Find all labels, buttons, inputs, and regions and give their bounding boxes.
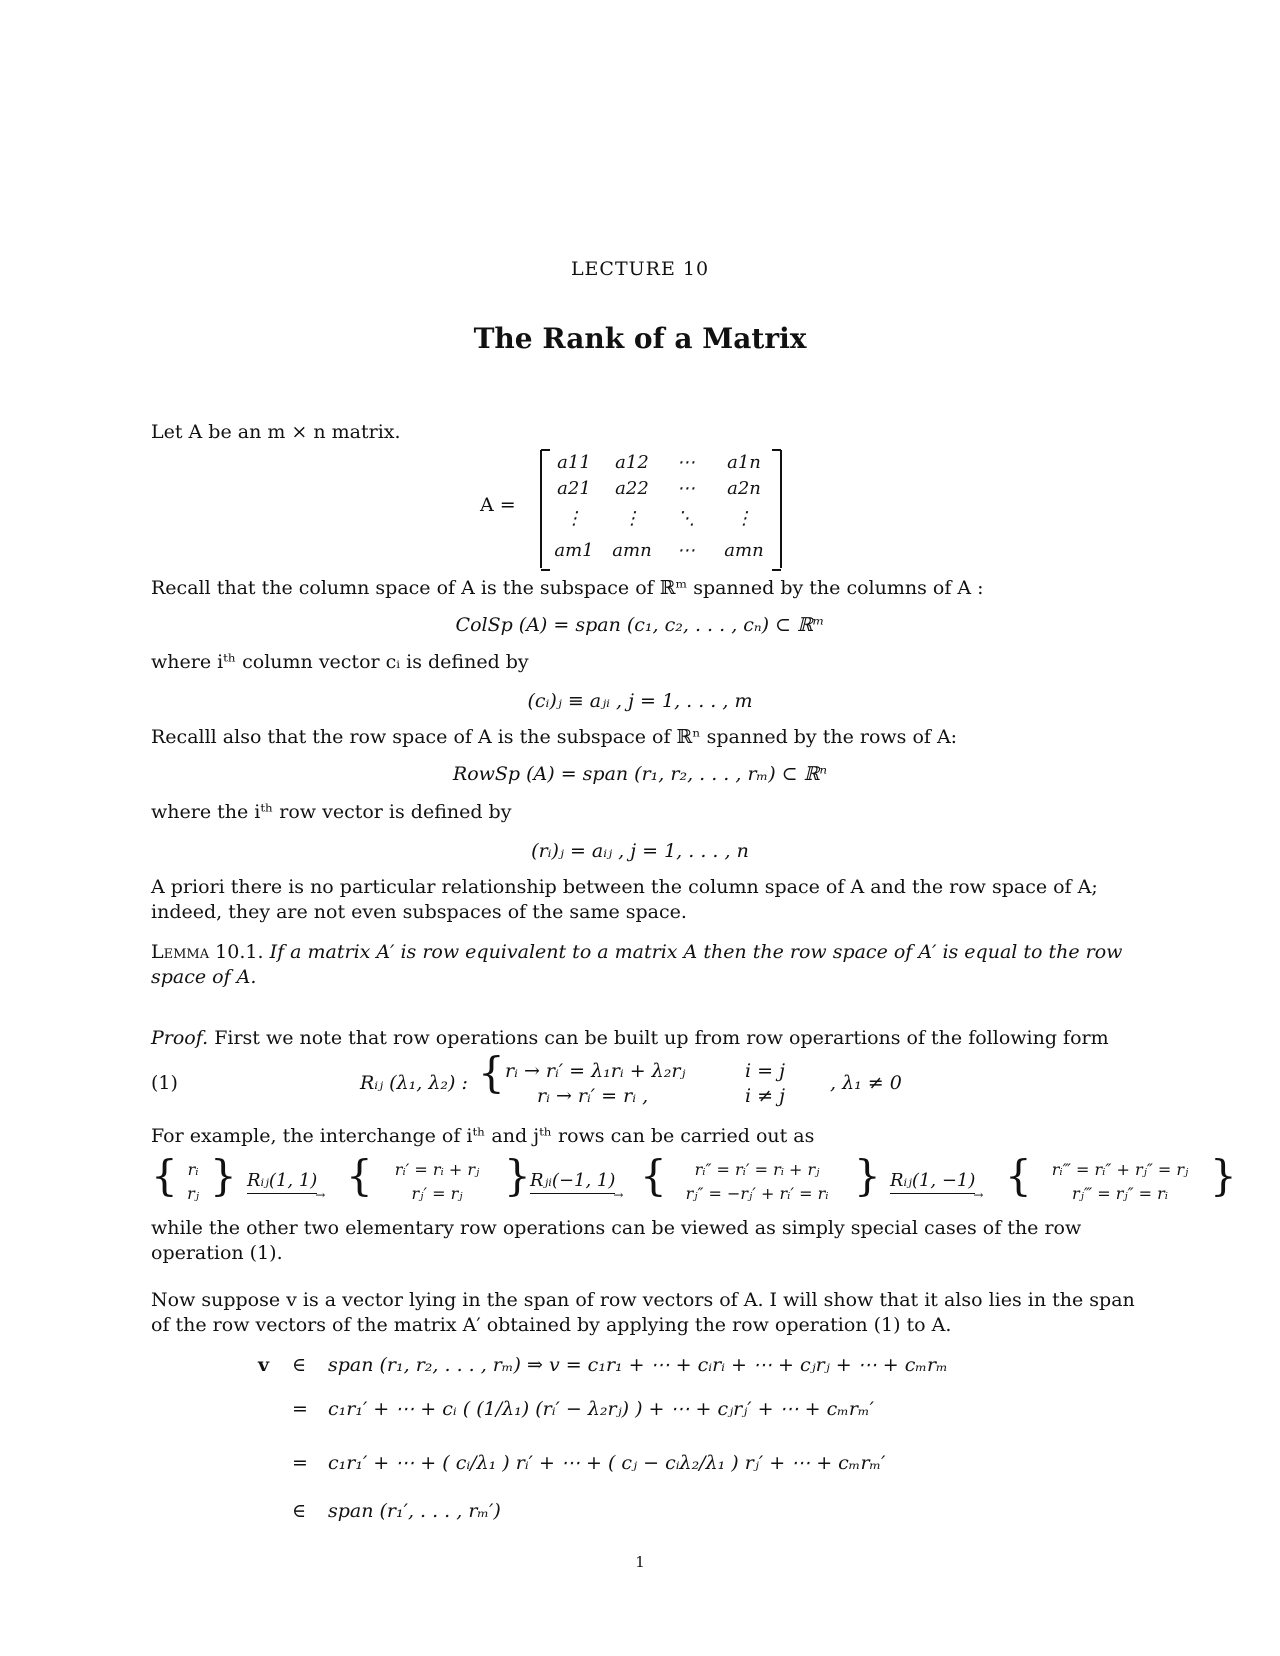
chain-state-2-row-j: rⱼ″ = −rⱼ′ + rᵢ′ = rᵢ: [685, 1184, 829, 1203]
matrix-cell: amn: [724, 540, 764, 561]
chain-operation-1: Rᵢⱼ(1, 1) →: [247, 1170, 317, 1194]
chain-state-2-row-i: rᵢ″ = rᵢ′ = rᵢ + rⱼ: [694, 1160, 820, 1179]
chain-brace: }: [854, 1151, 881, 1200]
matrix-lhs: A =: [480, 494, 516, 516]
matrix-a: [540, 450, 782, 568]
interchange-intro: For example, the interchange of iᵗʰ and jᵗʰ rows can be carried out as: [151, 1125, 815, 1147]
lemma-label: Lemma 10.1.: [151, 941, 264, 963]
proof-text: First we note that row operations can be built up from row operartions of the following form: [214, 1027, 1109, 1049]
derivation-relation: ∈: [292, 1500, 307, 1522]
colspace-where: where iᵗʰ column vector cᵢ is defined by: [151, 651, 529, 673]
derivation-step: span (r₁, r₂, . . . , rₘ) ⇒ v = c₁r₁ + ⋯ + cᵢrᵢ + ⋯ + cⱼrⱼ + ⋯ + cₘrₘ: [328, 1354, 948, 1376]
matrix-cell: am1: [554, 540, 594, 561]
left-brace: {: [478, 1048, 505, 1097]
derivation-step: c₁r₁′ + ⋯ + cᵢ ( (1/λ₁) (rᵢ′ − λ₂rⱼ) ) + ⋯ + cⱼrⱼ′ + ⋯ + cₘrₘ′: [328, 1398, 874, 1420]
suppose-paragraph: Now suppose v is a vector lying in the span of row vectors of A. I will show that it also lies in the span of the row vectors of the matrix A′ obtained by applying the row operation (1) to A.: [151, 1289, 1135, 1336]
intro-sentence: Let A be an m × n matrix.: [151, 421, 401, 443]
matrix-cell: ⋯: [677, 478, 695, 499]
chain-state-1-row-j: rⱼ′ = rⱼ: [411, 1184, 463, 1203]
rowspace-recall: Recalll also that the row space of A is the subspace of ℝⁿ spanned by the rows of A:: [151, 726, 958, 748]
row-operation-case2-condition: i ≠ j: [745, 1085, 785, 1107]
chain-state-0-row-i: rᵢ: [187, 1160, 199, 1179]
derivation-step: c₁r₁′ + ⋯ + ( cᵢ/λ₁ ) rᵢ′ + ⋯ + ( cⱼ − cᵢλ₂/λ₁ ) rⱼ′ + ⋯ + cₘrₘ′: [328, 1452, 886, 1474]
matrix-cell: a21: [557, 478, 591, 499]
other-operations-paragraph: while the other two elementary row operations can be viewed as simply special cases of the row operation (1).: [151, 1217, 1082, 1264]
chain-state-3-row-i: rᵢ‴ = rᵢ″ + rⱼ″ = rⱼ: [1051, 1160, 1189, 1179]
matrix-cell: a11: [557, 452, 591, 473]
matrix-cell: ⋯: [677, 452, 695, 473]
matrix-cell: ⋱: [677, 508, 695, 529]
matrix-cell: ⋮: [623, 508, 641, 529]
derivation-relation: =: [292, 1452, 308, 1474]
matrix-cell: ⋮: [735, 508, 753, 529]
lemma-block: [151, 940, 1136, 990]
derivation-relation: =: [292, 1398, 308, 1420]
chain-brace: }: [504, 1151, 531, 1200]
matrix-cell: ⋮: [565, 508, 583, 529]
colspace-equation: ColSp (A) = span (c₁, c₂, . . . , cₙ) ⊂ ℝᵐ: [455, 614, 825, 636]
chain-brace: }: [210, 1151, 237, 1200]
chain-brace: {: [151, 1151, 178, 1200]
matrix-cell: ⋯: [677, 540, 695, 561]
rowspace-where: where the iᵗʰ row vector is defined by: [151, 801, 512, 823]
lecture-heading: LECTURE 10: [570, 258, 710, 280]
row-operation-case1: rᵢ → rᵢ′ = λ₁rᵢ + λ₂rⱼ: [505, 1060, 686, 1082]
lemma-text: If a matrix A′ is row equivalent to a matrix A then the row space of A′ is equal to the row space of A.: [151, 941, 1123, 988]
chain-brace: {: [1005, 1151, 1032, 1200]
chain-brace: }: [1210, 1151, 1237, 1200]
page-number: 1: [635, 1553, 645, 1571]
chain-operation-3: Rᵢⱼ(1, −1) →: [890, 1170, 975, 1194]
chain-brace: {: [346, 1151, 373, 1200]
chain-state-1-row-i: rᵢ′ = rᵢ + rⱼ: [394, 1160, 480, 1179]
matrix-cell: a12: [615, 452, 649, 473]
matrix-cell: amn: [612, 540, 652, 561]
matrix-cell: a1n: [727, 452, 761, 473]
proof-label: Proof.: [151, 1027, 209, 1049]
row-operation-case2: rᵢ → rᵢ′ = rᵢ ,: [537, 1085, 649, 1107]
lambda-nonzero: , λ₁ ≠ 0: [830, 1072, 902, 1094]
colspace-definition: (cᵢ)ⱼ ≡ aⱼᵢ , j = 1, . . . , m: [527, 690, 753, 712]
matrix-cell: a2n: [727, 478, 761, 499]
proof-intro: [151, 1026, 1136, 1051]
rowspace-definition: (rᵢ)ⱼ = aᵢⱼ , j = 1, . . . , n: [531, 840, 749, 862]
page-title: The Rank of a Matrix: [473, 322, 807, 355]
chain-operation-2: Rⱼᵢ(−1, 1) →: [530, 1170, 615, 1194]
chain-state-3-row-j: rⱼ‴ = rⱼ″ = rᵢ: [1071, 1184, 1169, 1203]
chain-brace: {: [640, 1151, 667, 1200]
row-operation-name: Rᵢⱼ (λ₁, λ₂) :: [360, 1072, 468, 1094]
equation-number: (1): [151, 1072, 178, 1094]
derivation-step: span (r₁′, . . . , rₘ′): [328, 1500, 501, 1522]
matrix-cell: a22: [615, 478, 649, 499]
derivation-lhs: v: [258, 1354, 270, 1376]
chain-state-0-row-j: rⱼ: [187, 1184, 199, 1203]
a-priori-paragraph: A priori there is no particular relationship between the column space of A and the row space of A; indeed, they are not even subspaces of the same space.: [151, 876, 1098, 923]
rowspace-equation: RowSp (A) = span (r₁, r₂, . . . , rₘ) ⊂ ℝⁿ: [452, 763, 828, 785]
colspace-recall: Recall that the column space of A is the subspace of ℝᵐ spanned by the columns of A :: [151, 577, 984, 599]
row-operation-case1-condition: i = j: [745, 1060, 785, 1082]
derivation-relation: ∈: [292, 1354, 307, 1376]
